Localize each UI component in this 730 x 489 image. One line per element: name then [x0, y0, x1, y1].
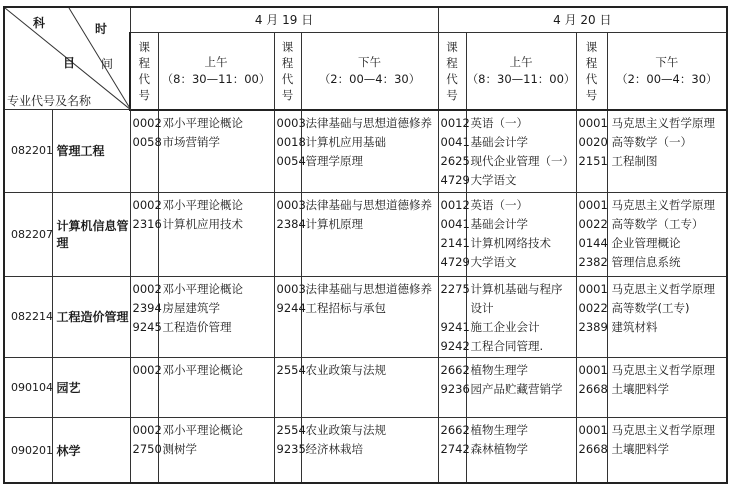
corner-label-shi: 时 — [95, 22, 108, 36]
course-code: 0054 — [276, 153, 306, 168]
course-code: 2750 — [132, 442, 162, 457]
time-slot-range: （2：00—4：30） — [318, 71, 421, 86]
date-header-1: 4 月 19 日 — [130, 7, 438, 32]
course-codes-cell — [274, 357, 306, 417]
course-codes-cell — [130, 192, 162, 277]
course-code: 0001 — [578, 197, 608, 212]
course-name: 邓小平理论概论 — [162, 282, 243, 297]
course-codes-cell — [130, 418, 162, 483]
code-header-char: 代 — [138, 71, 150, 86]
course-codes-cell — [576, 418, 607, 483]
course-names-cell — [466, 357, 576, 417]
code-header-char: 号 — [281, 87, 294, 102]
course-codes-cell — [576, 277, 607, 358]
course-code: 0003 — [276, 197, 306, 212]
course-name: 高等数学（工专） — [611, 216, 704, 231]
course-code: 0058 — [132, 134, 162, 149]
course-names-cell — [301, 110, 438, 193]
course-name: 建筑材料 — [611, 320, 658, 335]
course-codes-cell — [438, 418, 470, 483]
time-slot-label: 下午 — [655, 54, 679, 69]
course-name: 土壤肥料学 — [611, 442, 670, 457]
course-code: 9236 — [440, 381, 470, 396]
course-code: 9245 — [132, 320, 162, 335]
major-code: 082201 — [4, 110, 52, 193]
course-codes-cell — [438, 110, 470, 193]
course-name: 马克思主义哲学原理 — [611, 197, 716, 212]
time-slot-label: 上午 — [204, 54, 228, 69]
course-name: 基础会计学 — [470, 134, 529, 149]
course-code: 2742 — [440, 442, 470, 457]
corner-label-ke: 科 — [33, 16, 46, 30]
course-code: 9242 — [440, 339, 470, 354]
course-code: 4729 — [440, 172, 470, 187]
course-name: 计算机网络技术 — [470, 235, 552, 250]
course-code: 2384 — [276, 216, 306, 231]
course-name: 计算机应用技术 — [162, 216, 243, 231]
corner-label-mu: 目 — [63, 56, 76, 70]
major-code: 082214 — [4, 277, 52, 358]
course-name: 计算机原理 — [305, 216, 363, 231]
time-slot-range: （2：00—4：30） — [616, 71, 718, 86]
course-codes-cell — [576, 192, 607, 277]
course-names-cell — [158, 277, 274, 358]
course-code: 2275 — [440, 282, 470, 297]
code-column-header — [130, 32, 158, 109]
corner-label-jian: 间 — [101, 57, 114, 71]
course-name: 森林植物学 — [470, 442, 529, 457]
course-code: 0002 — [132, 362, 162, 377]
course-names-cell — [301, 277, 438, 358]
course-codes-cell — [130, 110, 162, 193]
course-code: 2554 — [276, 362, 306, 377]
course-code: 0041 — [440, 134, 470, 149]
course-code: 0001 — [578, 362, 608, 377]
time-slot-header — [607, 32, 727, 109]
table-row — [4, 277, 727, 358]
major-code: 082207 — [4, 192, 52, 277]
course-code: 0002 — [132, 282, 162, 297]
code-header-char: 课 — [138, 39, 150, 54]
course-name: 邓小平理论概论 — [162, 423, 243, 438]
time-slot-header — [466, 32, 576, 109]
course-name: 测树学 — [162, 442, 197, 457]
table-row — [4, 192, 727, 277]
code-header-char: 代 — [281, 71, 294, 86]
course-name: 邓小平理论概论 — [162, 115, 243, 130]
code-header-char: 程 — [281, 55, 294, 70]
course-name: 施工企业会计 — [470, 320, 540, 335]
course-names-cell — [301, 192, 438, 277]
course-code: 2389 — [578, 320, 608, 335]
course-name: 邓小平理论概论 — [162, 362, 243, 377]
course-name: 土壤肥料学 — [611, 381, 670, 396]
course-name: 管理信息系统 — [611, 254, 681, 269]
code-column-header — [576, 32, 607, 109]
code-header-char: 代 — [585, 71, 598, 86]
course-name: 马克思主义哲学原理 — [611, 362, 716, 377]
course-codes-cell — [274, 277, 306, 358]
code-header-char: 号 — [446, 87, 458, 102]
code-header-char: 课 — [446, 39, 458, 54]
course-name: 马克思主义哲学原理 — [611, 423, 716, 438]
course-name: 邓小平理论概论 — [162, 197, 243, 212]
code-header-char: 号 — [138, 87, 150, 102]
course-code: 4729 — [440, 254, 470, 269]
course-name: 市场营销学 — [162, 134, 220, 149]
code-header-char: 程 — [138, 55, 150, 70]
course-codes-cell — [130, 277, 162, 358]
course-name: 大学语文 — [470, 254, 517, 269]
major-code: 090201 — [4, 418, 52, 483]
major-code: 090104 — [4, 357, 52, 417]
course-codes-cell — [274, 418, 306, 483]
code-header-char: 课 — [585, 39, 598, 54]
course-name: 法律基础与思想道德修养 — [305, 115, 432, 130]
course-code: 0012 — [440, 197, 470, 212]
course-names-cell — [466, 192, 576, 277]
time-slot-range: （8：30—11：00） — [161, 71, 271, 86]
major-name: 园艺 — [52, 357, 130, 417]
time-slot-label: 下午 — [358, 54, 382, 69]
code-column-header — [438, 32, 466, 109]
course-codes-cell — [438, 357, 470, 417]
date-header-2: 4 月 20 日 — [438, 7, 727, 32]
course-names-cell — [158, 357, 274, 417]
course-name: 马克思主义哲学原理 — [611, 282, 716, 297]
code-header-char: 代 — [446, 71, 458, 86]
course-names-cell — [607, 192, 727, 277]
code-column-header — [274, 32, 301, 109]
course-codes-cell — [438, 192, 470, 277]
course-name: 工程合同管理. — [470, 339, 544, 354]
time-slot-label: 上午 — [509, 54, 533, 69]
course-name: 植物生理学 — [470, 423, 529, 438]
course-code: 2316 — [132, 216, 162, 231]
course-names-cell — [466, 110, 576, 193]
course-name: 现代企业管理（一） — [470, 153, 575, 168]
course-name: 房屋建筑学 — [162, 301, 220, 316]
corner-label-major: 专业代号及名称 — [7, 94, 92, 108]
course-names-cell — [607, 110, 727, 193]
course-code: 2668 — [578, 442, 608, 457]
course-name: 园产品贮藏营销学 — [470, 381, 563, 396]
course-code: 2662 — [440, 362, 470, 377]
code-header-char: 程 — [446, 55, 458, 70]
course-code: 2625 — [440, 153, 470, 168]
table-row — [4, 357, 727, 417]
course-code: 0001 — [578, 115, 608, 130]
course-name: 工程造价管理 — [162, 320, 232, 335]
course-name: 植物生理学 — [470, 362, 529, 377]
major-name: 管理工程 — [52, 110, 130, 193]
course-name: 计算机应用基础 — [305, 134, 386, 149]
course-names-cell — [466, 418, 576, 483]
course-code: 0002 — [132, 115, 162, 130]
course-name: 经济林栽培 — [305, 442, 363, 457]
course-name: 工程招标与承包 — [305, 301, 386, 316]
course-name: 高等数学(工专) — [611, 301, 690, 316]
course-codes-cell — [130, 357, 162, 417]
course-codes-cell — [438, 277, 470, 358]
course-names-cell — [158, 418, 274, 483]
course-names-cell — [466, 277, 576, 358]
course-code: 9244 — [276, 301, 306, 316]
course-name: 农业政策与法规 — [305, 423, 386, 438]
course-names-cell — [607, 357, 727, 417]
course-name: 英语（一） — [470, 115, 529, 130]
course-name: 英语（一） — [470, 197, 529, 212]
course-code: 0001 — [578, 282, 608, 297]
course-code: 0002 — [132, 423, 162, 438]
course-code: 0002 — [132, 197, 162, 212]
course-codes-cell — [576, 357, 607, 417]
course-code: 0144 — [578, 235, 608, 250]
course-code: 2151 — [578, 153, 608, 168]
major-name: 工程造价管理 — [52, 277, 130, 358]
course-name: 法律基础与思想道德修养 — [305, 282, 432, 297]
course-names-cell — [158, 110, 274, 193]
course-code: 0041 — [440, 216, 470, 231]
course-code: 0022 — [578, 301, 608, 316]
course-code — [441, 299, 466, 318]
code-header-char: 程 — [585, 55, 598, 70]
course-name: 法律基础与思想道德修养 — [305, 197, 432, 212]
course-code: 0020 — [578, 134, 608, 149]
course-names-cell — [607, 418, 727, 483]
course-codes-cell — [576, 110, 607, 193]
code-header-char: 课 — [281, 39, 294, 54]
major-name: 计算机信息管理 — [52, 192, 130, 277]
course-name: 计算机基础与程序 — [470, 282, 563, 297]
course-code: 0022 — [578, 216, 608, 231]
course-code: 2662 — [440, 423, 470, 438]
course-code: 2394 — [132, 301, 162, 316]
course-name: 企业管理概论 — [611, 235, 681, 250]
code-header-char: 号 — [585, 87, 598, 102]
exam-schedule-table — [3, 6, 728, 484]
course-code: 0003 — [276, 115, 306, 130]
course-name: 管理学原理 — [305, 153, 363, 168]
course-name: 农业政策与法规 — [305, 362, 386, 377]
course-name: 马克思主义哲学原理 — [611, 115, 716, 130]
course-code: 0003 — [276, 282, 306, 297]
course-code: 9235 — [276, 442, 306, 457]
course-code: 2382 — [578, 254, 608, 269]
course-code: 2141 — [440, 235, 470, 250]
course-names-cell — [607, 277, 727, 358]
time-slot-range: （8：30—11：00） — [466, 71, 576, 86]
course-code: 0012 — [440, 115, 470, 130]
table-row — [4, 110, 727, 193]
course-codes-cell — [274, 192, 306, 277]
course-name: 工程制图 — [611, 153, 658, 168]
course-names-cell — [301, 357, 438, 417]
course-names-cell — [301, 418, 438, 483]
time-slot-header — [301, 32, 438, 109]
course-code: 0018 — [276, 134, 306, 149]
course-name: 大学语文 — [470, 172, 517, 187]
table-row — [4, 418, 727, 483]
course-code: 2668 — [578, 381, 608, 396]
course-code: 0001 — [578, 423, 608, 438]
course-names-cell — [158, 192, 274, 277]
major-name: 林学 — [52, 418, 130, 483]
corner-header-cell — [4, 7, 130, 110]
course-code: 9241 — [440, 320, 470, 335]
course-name: 高等数学（一） — [611, 134, 693, 149]
course-codes-cell — [274, 110, 306, 193]
course-code: 2554 — [276, 423, 306, 438]
course-name: 基础会计学 — [470, 216, 529, 231]
time-slot-header — [158, 32, 274, 109]
course-name: 设计 — [470, 301, 494, 316]
